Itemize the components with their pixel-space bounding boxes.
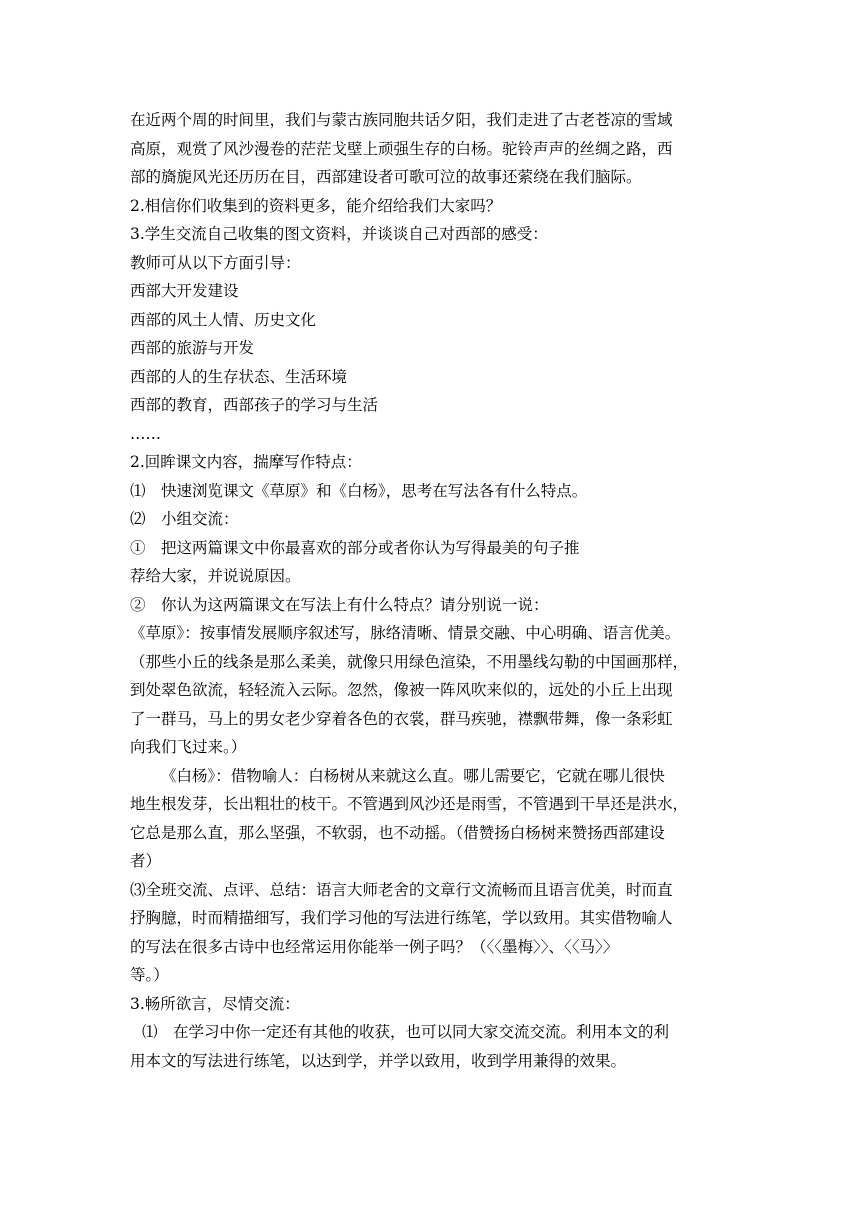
text-line: ② 你认为这两篇课文在写法上有什么特点？请分别说一说： <box>130 595 549 614</box>
text-line: 它总是那么直，那么坚强，不软弱，也不动摇。（借赞扬白杨树来赞扬西部建设 <box>130 823 665 842</box>
text-line: 者） <box>130 852 162 870</box>
text-line: 部的旖旎风光还历历在目，西部建设者可歌可泣的故事还萦绕在我们脑际。 <box>130 168 642 186</box>
text-line: ① 把这两篇课文中你最喜欢的部分或者你认为写得最美的句子推 <box>130 538 580 557</box>
text-line: ⑴ 在学习中你一定还有其他的收获，也可以同大家交流交流。利用本文的利 <box>142 1023 670 1041</box>
text-line: 高原，观赏了风沙漫卷的茫茫戈壁上顽强生存的白杨。驼铃声声的丝绸之路，西 <box>130 139 673 158</box>
text-line: 用本文的写法进行练笔，以达到学，并学以致用，收到学用兼得的效果。 <box>130 1051 627 1070</box>
document-body <box>130 106 734 1075</box>
text-line: 3.学生交流自己收集的图文资料，并谈谈自己对西部的感受： <box>130 225 548 243</box>
quote-line: 向我们飞过来。） <box>130 738 247 756</box>
text-line: 荐给大家，并说说原因。 <box>130 567 301 585</box>
text-line: 《草原》：按事情发展顺序叙述写，脉络清晰、情景交融、中心明确、语言优美。 <box>130 624 681 642</box>
text-line: ⑶全班交流、点评、总结：语言大师老舍的文章行文流畅而且语言优美，时而直 <box>130 880 673 899</box>
section-heading: 3.畅所欲言，尽情交流： <box>130 994 300 1013</box>
text-line: 的写法在很多古诗中也经常运用你能举一例子吗？（〈〈墨梅〉〉、〈〈马〉〉 <box>130 937 619 956</box>
text-line: 《白杨》：借物喻人：白杨树从来就这么直。哪儿需要它，它就在哪儿很快 <box>161 766 665 785</box>
text-line: 教师可从以下方面引导： <box>130 253 301 272</box>
list-item: 西部的教育，西部孩子的学习与生活 <box>130 396 379 414</box>
text-line: 等。） <box>130 966 169 984</box>
list-item: 西部的人的生存状态、生活环境 <box>130 367 348 386</box>
ellipsis: …… <box>130 424 161 443</box>
text-line: ⑵ 小组交流： <box>130 510 239 528</box>
quote-line: （那些小丘的线条是那么柔美，就像只用绿色渲染，不用墨线勾勒的中国画那样， <box>130 652 689 671</box>
section-heading: 2.回眸课文内容，揣摩写作特点： <box>130 453 362 471</box>
quote-line: 到处翠色欲流，轻轻流入云际。忽然，像被一阵风吹来似的，远处的小丘上出现 <box>130 681 673 699</box>
text-line: 地生根发芽，长出粗壮的枝干。不管遇到风沙还是雨雪，不管遇到干旱还是洪水， <box>130 795 689 813</box>
list-item: 西部大开发建设 <box>130 282 239 300</box>
list-item: 西部的风土人情、历史文化 <box>130 310 317 329</box>
text-line: 抒胸臆，时而精描细写，我们学习他的写法进行练笔，学以致用。其实借物喻人 <box>130 909 673 927</box>
text-line: 2.相信你们收集到的资料更多，能介绍给我们大家吗？ <box>130 196 502 215</box>
quote-line: 了一群马，马上的男女老少穿着各色的衣裳，群马疾驰，襟飘带舞，像一条彩虹 <box>130 709 673 728</box>
text-line: 在近两个周的时间里，我们与蒙古族同胞共话夕阳，我们走进了古老苍凉的雪域 <box>130 111 673 129</box>
list-item: 西部的旅游与开发 <box>130 339 255 357</box>
text-line: ⑴ 快速浏览课文《草原》和《白杨》，思考在写法各有什么特点。 <box>130 481 588 500</box>
